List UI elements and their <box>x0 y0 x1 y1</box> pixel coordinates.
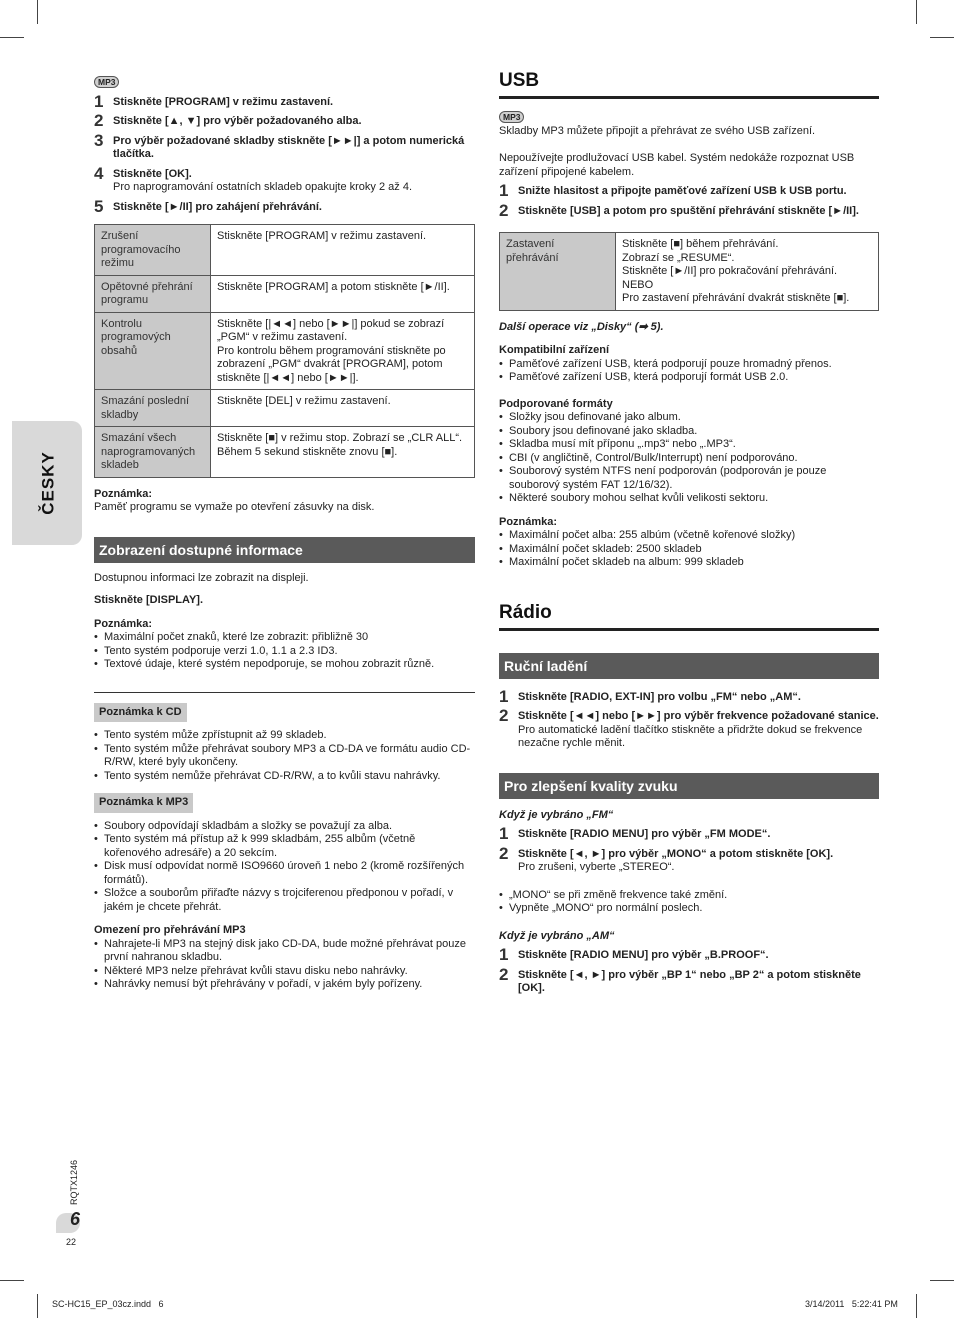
crop-mark <box>916 1294 917 1318</box>
step <box>94 91 475 111</box>
step <box>499 824 879 843</box>
list-item: • Nahrávky nemusí být přehrávány v pořadí, v jakém byly pořízeny. <box>94 978 475 992</box>
step-text: Stiskněte [◄◄] nebo [►►] pro výběr frekvence požadované stanice. <box>518 710 879 722</box>
note-heading: Poznámka: <box>94 487 153 500</box>
table-value: Stiskněte [DEL] v režimu zastavení. <box>211 390 475 427</box>
table-value: Stiskněte [PROGRAM] v režimu zastavení. <box>211 225 475 276</box>
language-side-tab <box>12 421 82 545</box>
step-text: Stiskněte [►/II] pro zahájení přehrávání. <box>113 200 322 213</box>
compat-heading: Kompatibilní zařízení <box>499 344 610 356</box>
fm-heading: Když je vybráno „FM“ <box>499 808 614 821</box>
list-item: • Souborový systém NTFS není podporován (podporován je pouze souborový systém FAT 12/16/32). <box>499 465 879 492</box>
list-item: • Maximální počet znaků, které lze zobrazit: přibližně 30 <box>94 631 475 645</box>
list-item: • Některé MP3 nelze přehrávat kvůli stavu disku nebo nahrávky. <box>94 965 475 979</box>
list-item: • Maximální počet skladeb: 2500 skladeb <box>499 543 879 557</box>
list-item: • CBI (v angličtině, Control/Bulk/Interrupt) není podporováno. <box>499 452 879 466</box>
table-row <box>500 233 879 311</box>
radio-title: Rádio <box>499 602 879 631</box>
mp3-note-list <box>94 820 475 915</box>
table-key: Zastavení přehrávání <box>500 233 616 311</box>
section-info-heading: Zobrazení dostupné informace <box>94 537 475 563</box>
crop-mark <box>930 37 954 38</box>
list-item: • Složce a souborům přiřaďte názvy s trojciferenou předponou v pořadí, v jakém je chcete přehrát. <box>94 887 475 914</box>
limit-heading: Omezení pro přehrávání MP3 <box>94 924 246 936</box>
table-value: Stiskněte [PROGRAM] a potom stiskněte [►/II]. <box>211 275 475 312</box>
step-number: 2 <box>94 111 104 130</box>
list-item: • Tento systém může zpřístupnit až 99 skladeb. <box>94 729 475 743</box>
language-label: ČESKY <box>38 451 58 515</box>
cd-note-label: Poznámka k CD <box>94 703 187 723</box>
step-number: 4 <box>94 163 104 183</box>
file-name: SC-HC15_EP_03cz.indd 6 <box>52 1299 164 1309</box>
crop-mark <box>0 37 24 38</box>
table-key: Zrušení programovacího režimu <box>95 225 211 276</box>
right-column <box>499 70 879 996</box>
usb-paragraph: Nepoužívejte prodlužovací USB kabel. Systém nedokáže rozpoznat USB zařízení připojené kabelem. <box>499 152 855 178</box>
step <box>499 181 879 200</box>
program-steps <box>94 91 475 216</box>
step-text: Stiskněte [OK]. <box>113 167 192 180</box>
table-value: Stiskněte [|◄◄] nebo [►►|] pokud se zobrazí „PGM“ v režimu zastavení. Pro kontrolu během programování stiskněte po zobrazení „PGM“ dvakrát [PROGRAM], potom stiskněte [|◄◄] nebo [►►|]. <box>211 312 475 390</box>
step <box>499 706 879 751</box>
list-item: • Paměťové zařízení USB, která podporují pouze hromadný přenos. <box>499 358 879 372</box>
table-row <box>95 275 475 312</box>
step-text: Stiskněte [◄, ►] pro výběr „MONO“ a potom stiskněte [OK]. <box>518 847 834 860</box>
step-number: 3 <box>94 130 104 150</box>
table-row <box>95 225 475 276</box>
note-list <box>499 529 879 570</box>
list-item: • Tento systém podporuje verzi 1.0, 1.1 a 2.3 ID3. <box>94 645 475 659</box>
step-number: 2 <box>499 964 509 984</box>
list-item: • Některé soubory mohou selhat kvůli velikosti sektoru. <box>499 492 879 506</box>
manual-steps <box>499 686 879 751</box>
list-item: • Paměťové zařízení USB, která podporují formát USB 2.0. <box>499 371 879 385</box>
am-heading: Když je vybráno „AM“ <box>499 929 615 942</box>
limit-list <box>94 938 475 992</box>
table-value: Stiskněte [■] během přehrávání. Zobrazí se „RESUME“. Stiskněte [►/II] pro pokračování přehrávání. NEBO Pro zastavení přehrávání dvakrát stiskněte [■]. <box>616 233 879 311</box>
step-number: 1 <box>499 181 509 200</box>
step-text: Stiskněte [PROGRAM] v režimu zastavení. <box>113 95 334 108</box>
step-number: 5 <box>94 196 104 216</box>
print-datetime: 3/14/2011 5:22:41 PM <box>805 1299 898 1309</box>
crop-mark <box>0 1280 24 1281</box>
table-key: Smazání poslední skladby <box>95 390 211 427</box>
crop-mark <box>930 1280 954 1281</box>
mp3-note-label: Poznámka k MP3 <box>94 793 193 813</box>
table-key: Opětovné přehrání programu <box>95 275 211 312</box>
page-number: 6 <box>70 1209 81 1229</box>
mp3-badge: MP3 <box>499 111 524 123</box>
fm-list <box>499 889 879 916</box>
page-number-small: 22 <box>66 1237 77 1247</box>
step-subtext: Pro zrušeni, vyberte „STEREO“. <box>518 861 675 873</box>
list-item: • Maximální počet skladeb na album: 999 skladeb <box>499 556 879 570</box>
usb-steps <box>499 181 879 220</box>
note-list <box>94 631 475 672</box>
step-subtext: Pro automatické ladění tlačítko stiskněte a přidržte dokud se frekvence nezačne rychle měnit. <box>518 723 863 749</box>
step-subtext: Pro naprogramování ostatních skladeb opakujte kroky 2 až 4. <box>113 181 413 193</box>
usb-operations-table <box>499 232 879 311</box>
note-heading: Poznámka: <box>94 617 153 630</box>
table-row <box>95 312 475 390</box>
step <box>94 163 475 195</box>
step <box>499 964 879 996</box>
usb-title: USB <box>499 70 879 99</box>
step-number: 2 <box>499 200 509 220</box>
table-row <box>95 390 475 427</box>
step-text: Stiskněte [RADIO MENU] pro výběr „FM MODE“. <box>518 828 771 840</box>
crop-mark <box>916 0 917 24</box>
step-text: Stiskněte [▲, ▼] pro výběr požadovaného alba. <box>113 115 362 127</box>
list-item: • Vypněte „MONO“ pro normální poslech. <box>499 902 879 916</box>
step-text: Stiskněte [USB] a potom pro spuštění přehrávání stiskněte [►/II]. <box>518 204 859 217</box>
step-text: Stiskněte [RADIO, EXT-IN] pro volbu „FM“ nebo „AM“. <box>518 690 801 703</box>
fm-steps <box>499 824 879 875</box>
mp3-badge: MP3 <box>94 76 119 88</box>
table-key: Smazání všech naprogramovaných skladeb <box>95 427 211 478</box>
step-number: 1 <box>94 91 104 111</box>
list-item: • Soubory odpovídají skladbám a složky se považují za alba. <box>94 820 475 834</box>
compat-list <box>499 358 879 385</box>
step <box>499 200 879 220</box>
step <box>499 686 879 706</box>
list-item: • Skladba musí mít příponu „.mp3“ nebo „.MP3“. <box>499 438 879 452</box>
step <box>499 843 879 875</box>
usb-paragraph: Skladby MP3 můžete připojit a přehrávat ze svého USB zařízení. <box>499 124 816 137</box>
list-item: • Tento systém nemůže přehrávat CD-R/RW, a to kvůli stavu nahrávky. <box>94 770 475 784</box>
list-item: • Disk musí odpovídat normě ISO9660 úroveň 1 nebo 2 (kromě rozšířených formátů). <box>94 860 475 887</box>
list-item: • Soubory jsou definované jako skladba. <box>499 425 879 439</box>
step <box>94 196 475 216</box>
table-key: Kontrolu programových obsahů <box>95 312 211 390</box>
cd-note-list <box>94 729 475 783</box>
crop-mark <box>37 0 38 24</box>
program-operations-table <box>94 224 475 478</box>
step-text: Stiskněte [◄, ►] pro výběr „BP 1“ nebo „BP 2“ a potom stiskněte [OK]. <box>518 968 861 994</box>
table-row <box>95 427 475 478</box>
info-step: Stiskněte [DISPLAY]. <box>94 594 204 606</box>
list-item: • Složky jsou definované jako album. <box>499 411 879 425</box>
more-ops-link: Další operace viz „Disky“ (➡ 5). <box>499 320 664 333</box>
table-value: Stiskněte [■] v režimu stop. Zobrazí se „CLR ALL“. Během 5 sekund stiskněte znovu [■]. <box>211 427 475 478</box>
formats-list <box>499 411 879 506</box>
note-text: Paměť programu se vymaže po otevření zásuvky na disk. <box>94 501 375 513</box>
step-number: 1 <box>499 824 509 843</box>
formats-heading: Podporované formáty <box>499 397 613 410</box>
step-text: Snižte hlasitost a připojte paměťové zařízení USB k USB portu. <box>518 185 847 197</box>
step <box>94 111 475 130</box>
am-steps <box>499 945 879 996</box>
step-number: 1 <box>499 686 509 706</box>
list-item: • Textové údaje, které systém nepodporuje, se mohou zobrazit různě. <box>94 658 475 672</box>
step-number: 2 <box>499 843 509 863</box>
info-paragraph: Dostupnou informaci lze zobrazit na displeji. <box>94 571 309 584</box>
list-item: • Maximální počet alba: 255 albúm (včetně kořenové složky) <box>499 529 879 543</box>
step <box>499 945 879 964</box>
list-item: • Tento systém má přístup až k 999 skladbám, 255 albům (včetně kořenového adresáře) a 20 sekcím. <box>94 833 475 860</box>
manual-tuning-heading: Ruční ladění <box>499 653 879 679</box>
list-item: • Nahrajete-li MP3 na stejný disk jako CD-DA, bude možné přehrávat pouze první nahranou skladbu. <box>94 938 475 965</box>
crop-mark <box>37 1294 38 1318</box>
quality-heading: Pro zlepšení kvality zvuku <box>499 773 879 799</box>
step-text: Pro výběr požadované skladby stiskněte [►►|] a potom numerická tlačítka. <box>113 134 465 160</box>
step <box>94 130 475 162</box>
divider <box>94 692 475 693</box>
note-heading: Poznámka: <box>499 515 558 528</box>
list-item: • Tento systém může přehrávat soubory MP3 a CD-DA ve formátu audio CD-R/RW, které byly ukončeny. <box>94 743 475 770</box>
step-text: Stiskněte [RADIO MENU] pro výběr „B.PROOF“. <box>518 949 769 961</box>
step-number: 1 <box>499 945 509 964</box>
list-item: • „MONO“ se při změně frekvence také změní. <box>499 889 879 903</box>
step-number: 2 <box>499 706 509 725</box>
left-column <box>94 70 475 992</box>
